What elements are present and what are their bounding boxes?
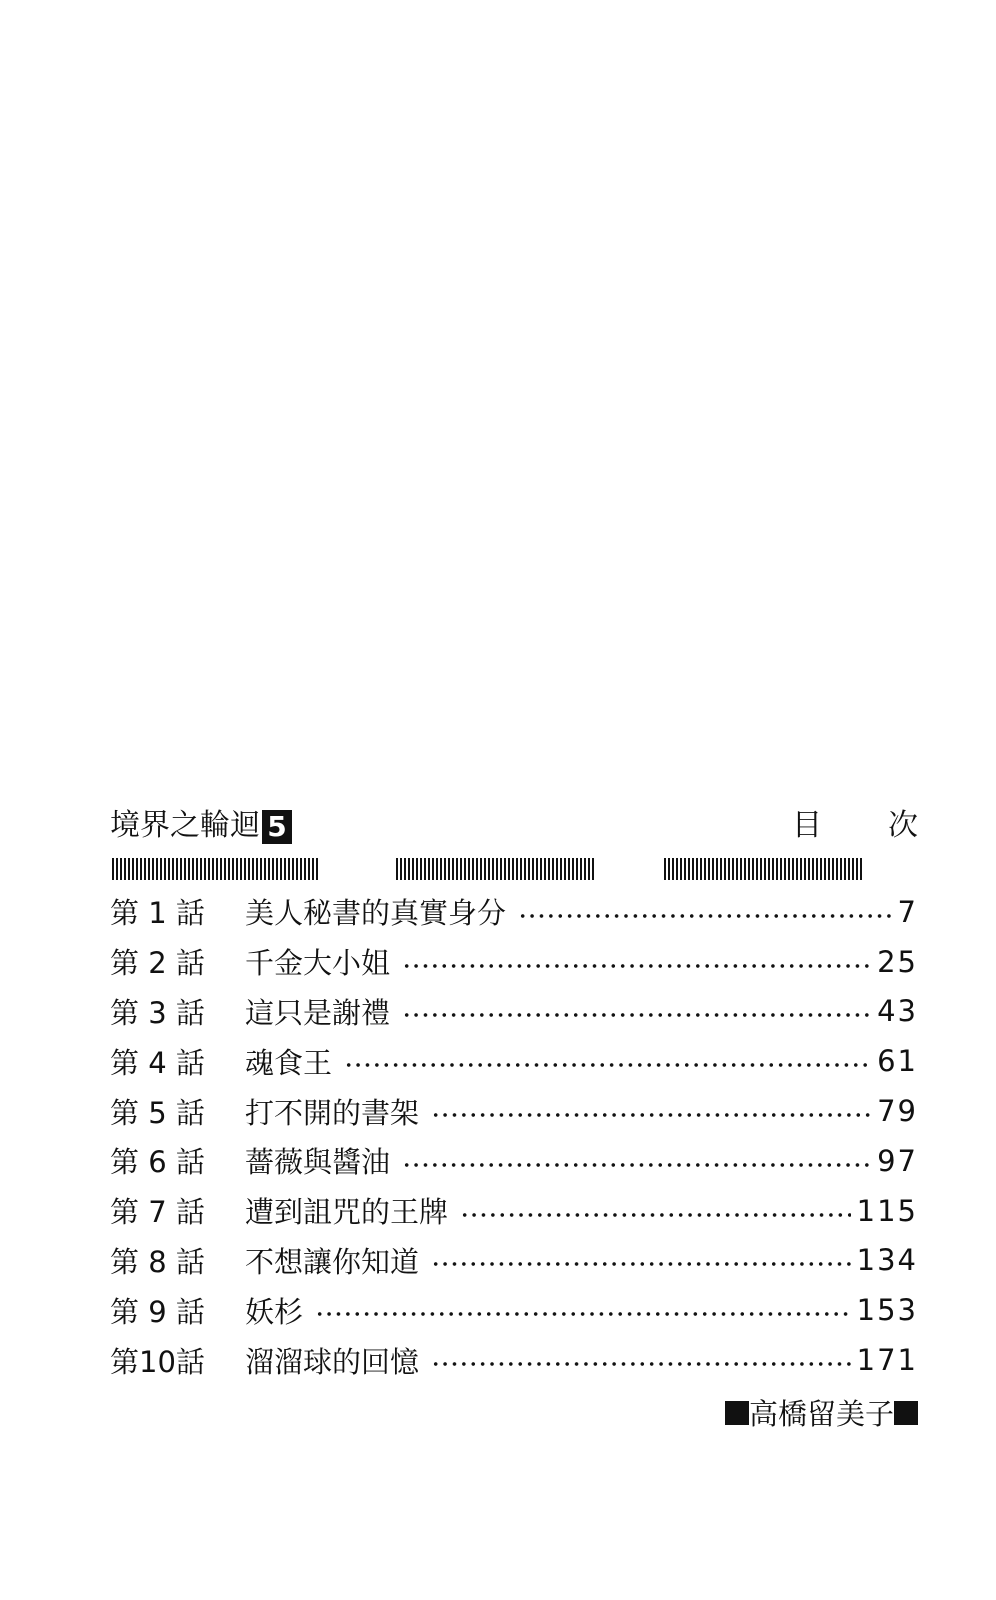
page-number: 115 [856, 1193, 918, 1228]
chapter-title: 妖杉 [245, 1294, 304, 1329]
dot-leader [402, 1162, 871, 1168]
author-credit: 高橋留美子 [725, 1392, 918, 1433]
chapter-entry[interactable] [110, 1236, 918, 1286]
chapter-title: 遭到詛咒的王牌 [245, 1195, 449, 1230]
chapter-entry[interactable] [110, 1335, 918, 1385]
chapter-list [110, 887, 918, 1385]
square-ornament-icon [725, 1401, 749, 1425]
dot-leader [402, 963, 871, 969]
chapter-number: 第 5 話 [110, 1095, 205, 1130]
page-number: 43 [877, 994, 918, 1029]
dot-leader [344, 1062, 871, 1068]
chapter-number: 第 3 話 [110, 995, 205, 1030]
chapter-entry[interactable] [110, 1186, 918, 1236]
chapter-title: 千金大小姐 [245, 946, 391, 981]
toc-label: 目 次 [792, 808, 918, 843]
chapter-entry[interactable] [110, 1086, 918, 1136]
chapter-title: 打不開的書架 [245, 1095, 420, 1130]
dot-leader [431, 1261, 851, 1267]
page-number: 79 [877, 1094, 918, 1129]
page-number: 171 [856, 1343, 918, 1378]
chapter-number: 第10話 [110, 1344, 205, 1379]
page-number: 153 [856, 1293, 918, 1328]
chapter-number: 第 6 話 [110, 1145, 205, 1180]
decorative-barcode-strip [664, 858, 864, 880]
dot-leader [518, 913, 892, 919]
page-number: 25 [877, 944, 918, 979]
chapter-entry[interactable] [110, 1036, 918, 1086]
chapter-title: 這只是謝禮 [245, 995, 391, 1030]
chapter-entry[interactable] [110, 887, 918, 937]
page-number: 134 [856, 1243, 918, 1278]
chapter-entry[interactable] [110, 1136, 918, 1186]
chapter-number: 第 4 話 [110, 1045, 205, 1080]
page-number: 61 [877, 1044, 918, 1079]
toc-header [110, 800, 918, 844]
chapter-entry[interactable] [110, 1285, 918, 1335]
dot-leader [402, 1012, 871, 1018]
chapter-number: 第 9 話 [110, 1294, 205, 1329]
page-number: 97 [877, 1143, 918, 1178]
chapter-title: 薔薇與醬油 [245, 1145, 391, 1180]
dot-leader [431, 1361, 851, 1367]
decorative-barcode-strip [396, 858, 596, 880]
chapter-entry[interactable] [110, 937, 918, 987]
page-number: 7 [897, 894, 918, 929]
chapter-number: 第 8 話 [110, 1244, 205, 1279]
chapter-title: 不想讓你知道 [245, 1244, 420, 1279]
chapter-title: 溜溜球的回憶 [245, 1344, 420, 1379]
dot-leader [460, 1212, 851, 1218]
chapter-entry[interactable] [110, 987, 918, 1037]
square-ornament-icon [894, 1401, 918, 1425]
chapter-title: 魂食王 [245, 1045, 333, 1080]
series-title: 境界之輪迴 5 [110, 800, 292, 844]
chapter-number: 第 1 話 [110, 896, 205, 931]
chapter-number: 第 2 話 [110, 946, 205, 981]
volume-badge: 5 [262, 810, 292, 844]
chapter-title: 美人秘書的真實身分 [245, 896, 507, 931]
dot-leader [431, 1112, 871, 1118]
decorative-barcode-strip [112, 858, 320, 880]
dot-leader [315, 1311, 851, 1317]
chapter-number: 第 7 話 [110, 1195, 205, 1230]
